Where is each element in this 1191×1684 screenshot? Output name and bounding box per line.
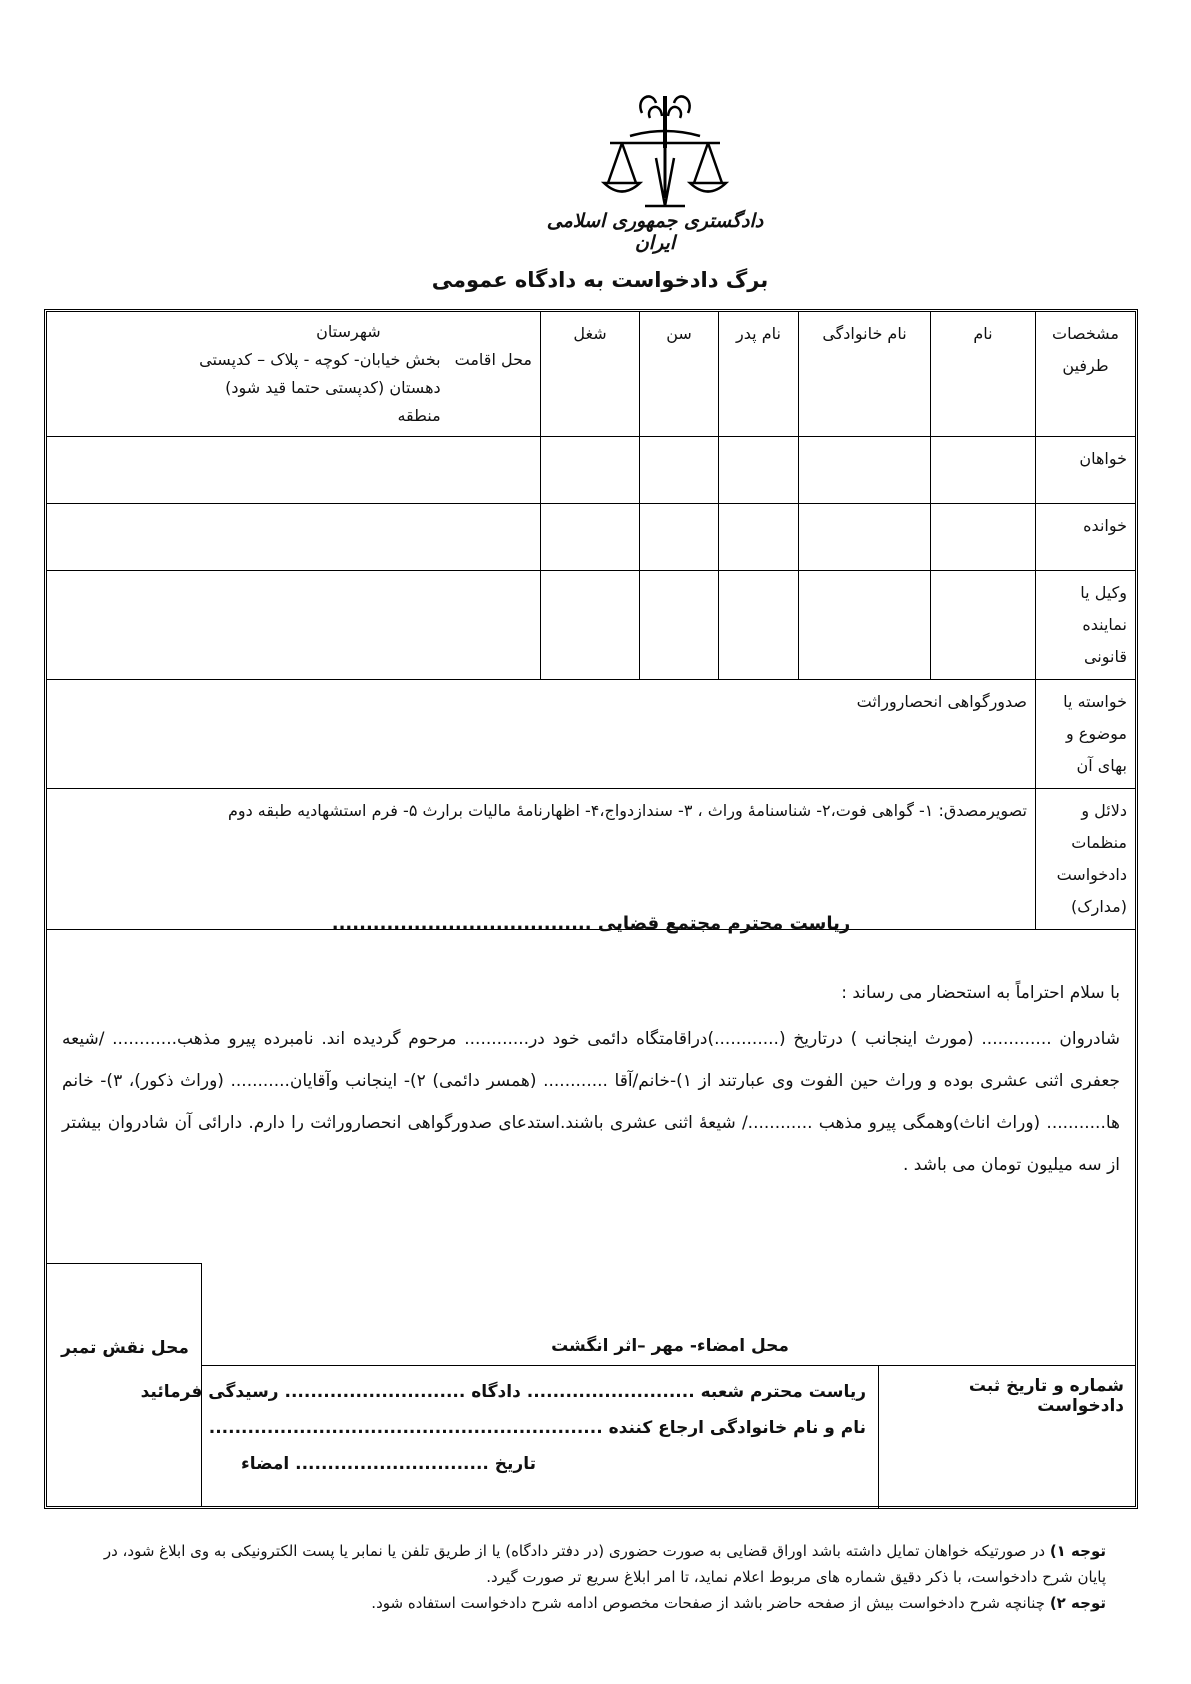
referral-line-2: نام و نام خانوادگی ارجاع کننده ............................................................. bbox=[208, 1418, 866, 1438]
plaintiff-last-name[interactable] bbox=[799, 437, 931, 504]
address-line1: شهرستان bbox=[316, 322, 381, 341]
plaintiff-first-name[interactable] bbox=[931, 437, 1036, 504]
letter-salutation: ریاست محترم مجتمع قضایی ...................................... bbox=[331, 913, 851, 934]
footer-notes bbox=[86, 1538, 1106, 1616]
note-2-label: توجه ۲) bbox=[1049, 1594, 1106, 1612]
referral-section bbox=[140, 1365, 1136, 1507]
address-line4: منطقه bbox=[397, 406, 441, 425]
plaintiff-occupation[interactable] bbox=[541, 437, 640, 504]
defendant-father-name[interactable] bbox=[719, 504, 799, 571]
defendant-last-name[interactable] bbox=[799, 504, 931, 571]
col-father-name: نام پدر bbox=[719, 312, 799, 437]
attorney-first-name[interactable] bbox=[931, 571, 1036, 680]
signature-place-label: محل امضاء- مهر –اثر انگشت bbox=[551, 1336, 789, 1356]
registration-label: شماره و تاریخ ثبت دادخواست bbox=[968, 1376, 1124, 1416]
referral-lines bbox=[140, 1374, 866, 1482]
letter-body[interactable]: شادروان ............. (مورث اینجانب ) درتاریخ (............)دراقامتگاه دائمی خود در............ مرحوم گردیده اند. نامبرده پیرو مذهب............ /شیعه جعفری اثنی عشری بوده و وراث حین الفوت وی عبارتند از ۱)-خانم/آقا ............ (همسر دائمی) ۲)- اینجانب وآقایان........... (وراث ذکور)، ۳)- خانم ها........... (وراث اناث)وهمگی پیرو مذهب ............/ شیعهٔ اثنی عشری باشند.استدعای صدورگواهی انحصاروراثت را دارم. دارائی آن شادروان بیشتر از سه میلیون تومان می باشد . bbox=[62, 1029, 1121, 1175]
address-line3: دهستان (کدپستی حتما قید شود) bbox=[225, 378, 441, 397]
parties-table bbox=[46, 311, 1136, 930]
col-residence bbox=[47, 312, 541, 437]
stamp-place-label: محل نقش تمبر bbox=[61, 1338, 189, 1358]
attorney-address[interactable] bbox=[47, 571, 541, 680]
row-defendant: خوانده bbox=[1036, 504, 1136, 571]
plaintiff-father-name[interactable] bbox=[719, 437, 799, 504]
registration-cell bbox=[878, 1366, 1136, 1508]
attorney-row bbox=[47, 571, 1136, 680]
form-title: برگ دادخواست به دادگاه عمومی bbox=[431, 268, 769, 292]
row-attorney: وکیل یا نماینده قانونی bbox=[1036, 571, 1136, 680]
defendant-first-name[interactable] bbox=[931, 504, 1036, 571]
col-occupation: شغل bbox=[541, 312, 640, 437]
defendant-age[interactable] bbox=[640, 504, 719, 571]
attorney-father-name[interactable] bbox=[719, 571, 799, 680]
col-last-name: نام خانوادگی bbox=[799, 312, 931, 437]
col-parties: مشخصات طرفین bbox=[1036, 312, 1136, 437]
claim-label: خواسته یا موضوع و بهای آن bbox=[1036, 680, 1136, 789]
note-1-label: توجه ۱) bbox=[1049, 1542, 1106, 1560]
evidence-value[interactable]: تصویرمصدق: ۱- گواهی فوت،۲- شناسنامهٔ وراث ، ۳- سندازدواج،۴- اظهارنامهٔ مالیات برارث ۵- فرم استشهادیه طبقه دوم bbox=[47, 789, 1036, 930]
letter-greeting: با سلام احتراماً به استحضار می رساند : bbox=[841, 983, 1120, 1003]
claim-value[interactable]: صدورگواهی انحصاروراثت bbox=[47, 680, 1036, 789]
judiciary-name: دادگستری جمهوری اسلامی ایران bbox=[546, 210, 764, 254]
note-1-text: در صورتیکه خواهان تمایل داشته باشد اوراق قضایی به صورت حضوری (در دفتر دادگاه) یا از طریق تلفن یا نمابر یا پست الکترونیکی به وی ابلاغ شود، در پایان شرح دادخواست، با ذکر دقیق شماره های مربوط اعلام نماید، تا امر ابلاغ سریع تر صورت گیرد. bbox=[103, 1542, 1106, 1586]
evidence-label: دلائل و منظمات دادخواست (مدارک) bbox=[1036, 789, 1136, 930]
plaintiff-age[interactable] bbox=[640, 437, 719, 504]
attorney-age[interactable] bbox=[640, 571, 719, 680]
note-2 bbox=[86, 1590, 1106, 1616]
address-line2: بخش خیابان- کوچه - پلاک – کدپستی bbox=[199, 350, 441, 369]
referral-line-1: ریاست محترم شعبه .......................... دادگاه ............................ رسیدگی فرمائید bbox=[140, 1382, 866, 1402]
col-first-name: نام bbox=[931, 312, 1036, 437]
attorney-occupation[interactable] bbox=[541, 571, 640, 680]
attorney-last-name[interactable] bbox=[799, 571, 931, 680]
referral-line-3: تاریخ .............................. امضاء bbox=[241, 1454, 536, 1474]
note-2-text: چنانچه شرح دادخواست بیش از صفحه حاضر باشد از صفحات مخصوص ادامه شرح دادخواست استفاده شود. bbox=[371, 1594, 1050, 1612]
defendant-occupation[interactable] bbox=[541, 504, 640, 571]
plaintiff-address[interactable] bbox=[47, 437, 541, 504]
note-1 bbox=[86, 1538, 1106, 1590]
plaintiff-row bbox=[47, 437, 1136, 504]
residence-label: محل اقامت bbox=[454, 350, 532, 369]
defendant-address[interactable] bbox=[47, 504, 541, 571]
row-plaintiff: خواهان bbox=[1036, 437, 1136, 504]
defendant-row bbox=[47, 504, 1136, 571]
col-age: سن bbox=[640, 312, 719, 437]
